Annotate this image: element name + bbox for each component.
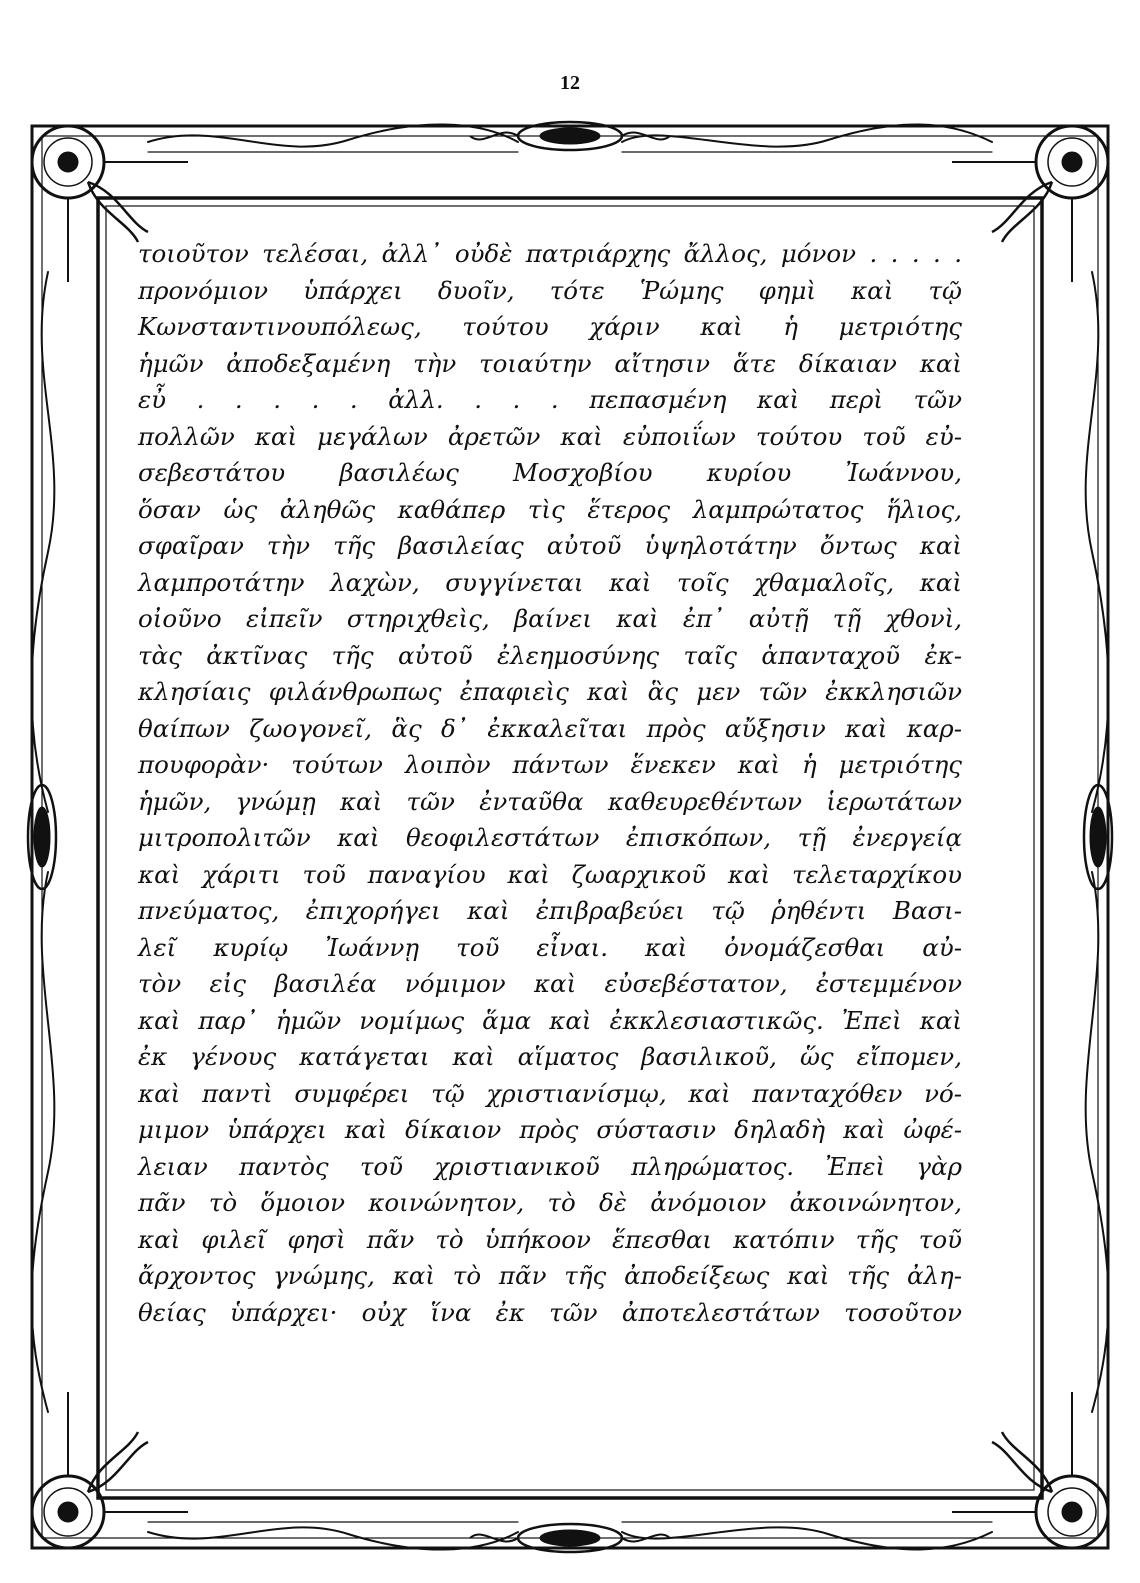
text-line: τὰς ἀκτῖνας τῆς αὐτοῦ ἐλεημοσύνης ταῖς ἁπανταχοῦ ἐκ- xyxy=(138,640,962,670)
text-line: οἰοῦνο εἰπεῖν στηριχθεὶς, βαίνει καὶ ἐπ᾽ αὐτῇ τῇ χθονὶ, xyxy=(138,604,962,633)
body-text xyxy=(138,236,962,1331)
text-line: Κωνσταντινουπόλεως, τούτου χάριν καὶ ἡ μετριότης xyxy=(138,312,962,341)
text-line: λειαν παντὸς τοῦ χριστιανικοῦ πληρώματος. Ἐπεὶ γὰρ xyxy=(138,1151,962,1181)
text-line: πολλῶν καὶ μεγάλων ἀρετῶν καὶ εὐποιΐων τούτου τοῦ εὐ- xyxy=(138,421,962,451)
text-line: κλησίαις φιλάνθρωπως ἐπαφιεὶς καὶ ἃς μεν τῶν ἐκκλησιῶν xyxy=(138,677,962,706)
text-line: καὶ παντὶ συμφέρει τῷ χριστιανίσμῳ, καὶ πανταχόθεν νό- xyxy=(138,1078,962,1108)
text-line: καὶ φιλεῖ φησὶ πᾶν τὸ ὑπήκοον ἕπεσθαι κατόπιν τῆς τοῦ xyxy=(138,1224,962,1254)
text-line: καὶ χάριτι τοῦ παναγίου καὶ ζωαρχικοῦ καὶ τελεταρχίκου xyxy=(138,859,962,889)
text-line: λεῖ κυρίῳ Ἰωάννῃ τοῦ εἶναι. καὶ ὀνομάζεσθαι αὐ- xyxy=(138,932,962,962)
text-line: πᾶν τὸ ὅμοιον κοινώνητον, τὸ δὲ ἀνόμοιον ἀκοινώνητον, xyxy=(138,1188,962,1217)
text-line: εὖ . . . . . ἀλλ. . . . πεπασμένη καὶ περὶ τῶν xyxy=(138,385,962,414)
page-number: 12 xyxy=(560,72,580,94)
text-line: μιμον ὑπάρχει καὶ δίκαιον πρὸς σύστασιν δηλαδὴ καὶ ὠφέ- xyxy=(138,1115,962,1144)
right-upper-vine xyxy=(1086,272,1109,812)
text-line: μιτροπολιτῶν καὶ θεοφιλεστάτων ἐπισκόπων, τῇ ἐνεργείᾳ xyxy=(138,823,962,852)
text-line: πνεύματος, ἐπιχορήγει καὶ ἐπιβραβεύει τῷ ῥηθέντι Βασι- xyxy=(138,896,962,925)
text-line: ἄρχοντος γνώμης, καὶ τὸ πᾶν τῆς ἀποδείξεως καὶ τῆς ἀλη- xyxy=(138,1261,962,1290)
text-line: καὶ παρ᾽ ἡμῶν νομίμως ἅμα καὶ ἐκκλεσιαστικῶς. Ἐπεὶ καὶ xyxy=(138,1005,962,1035)
text-line: σεβεστάτου βασιλέως Μοσχοβίου κυρίου Ἰωάννου, xyxy=(138,458,962,487)
text-line: ἡμῶν ἀποδεξαμένη τὴν τοιαύτην αἴτησιν ἅτε δίκαιαν καὶ xyxy=(138,348,962,378)
text-line: ἡμῶν, γνώμῃ καὶ τῶν ἐνταῦθα καθευρεθέντων ἱερωτάτων xyxy=(138,786,962,816)
text-line: θείας ὑπάρχει· οὐχ ἵνα ἐκ τῶν ἀποτελεστάτων τοσοῦτον xyxy=(138,1297,962,1327)
text-line: ἐκ γένους κατάγεται καὶ αἵματος βασιλικοῦ, ὥς εἴπομεν, xyxy=(138,1042,962,1071)
text-line: πουφορὰν· τούτων λοιπὸν πάντων ἕνεκεν καὶ ἡ μετριότης xyxy=(138,750,962,779)
right-lower-vine xyxy=(1086,872,1109,1412)
left-upper-vine xyxy=(32,272,55,812)
text-line: ὅσαν ὡς ἀληθῶς καθάπερ τὶς ἕτερος λαμπρώτατος ἥλιος, xyxy=(138,494,962,524)
text-line: σφαῖραν τὴν τῆς βασιλείας αὐτοῦ ὑψηλοτάτην ὄντως καὶ xyxy=(138,531,962,560)
text-line: τοιοῦτον τελέσαι, ἀλλ᾽ οὐδὲ πατριάρχης ἄλλος, μόνον . . . . . xyxy=(138,239,962,268)
text-line: τὸν εἰς βασιλέα νόμιμον καὶ εὐσεβέστατον, ἐστεμμένον xyxy=(138,969,962,998)
text-line: λαμπροτάτην λαχὼν, συγγίνεται καὶ τοῖς χθαμαλοῖς, καὶ xyxy=(138,567,962,597)
left-lower-vine xyxy=(32,872,55,1412)
top-right-corner-ornament xyxy=(952,126,1108,282)
text-line: προνόμιον ὑπάρχει δυοῖν, τότε Ῥώμης φημὶ καὶ τῷ xyxy=(138,275,962,305)
bottom-right-corner-ornament xyxy=(952,1392,1108,1548)
text-line: θαίπων ζωογονεῖ, ἃς δ᾽ ἐκκαλεῖται πρὸς αὔξησιν καὶ καρ- xyxy=(138,713,962,743)
bottom-left-corner-ornament xyxy=(32,1392,188,1548)
